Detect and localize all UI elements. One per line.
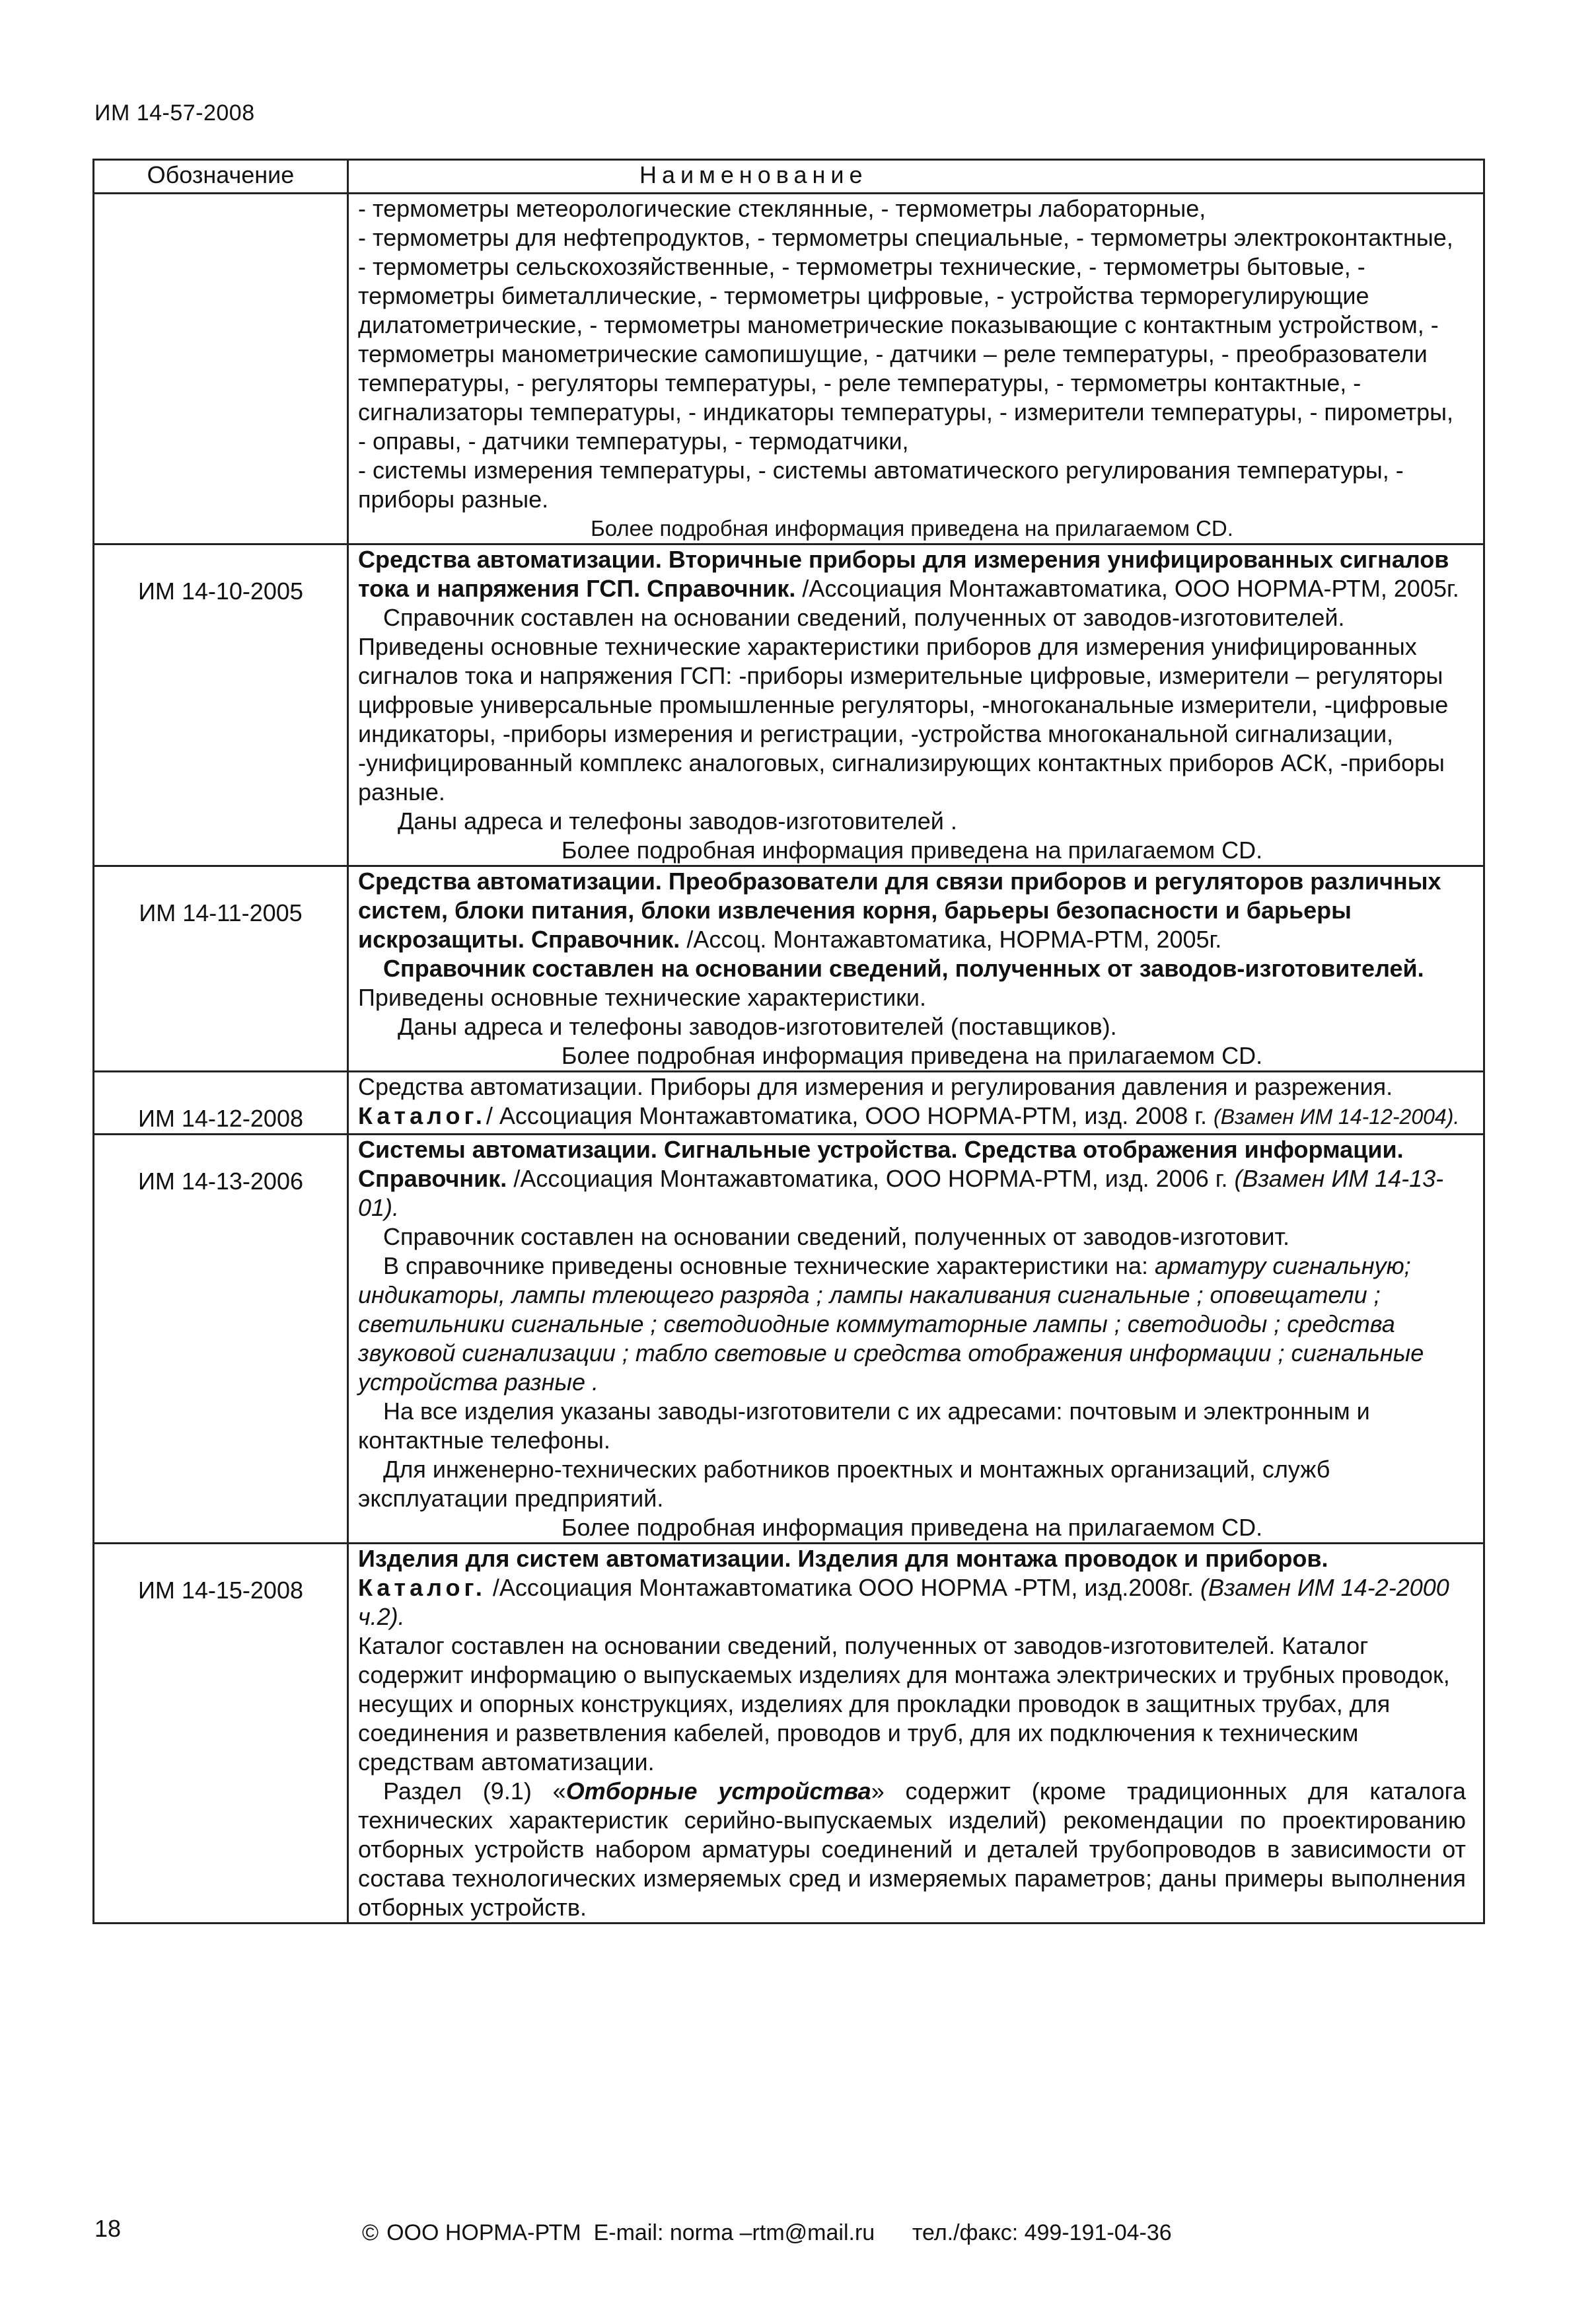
description-line: - термометры метеорологические стеклянные, - термометры лабораторные, xyxy=(358,195,1206,222)
entry-body: Каталог составлен на основании сведений, полученных от заводов-изготовителей. Каталог содержит информацию о выпускаемых изделиях для монтажа электрических и трубных проводок, несущих и опорных конструкциях, изделиях для прокладки проводок в защитных трубах, для соединения и разветвления кабелей, проводов и труб, для их подключения к техническим средствам автоматизации. xyxy=(358,1632,1450,1776)
column-header-designation: Обозначение xyxy=(94,160,348,194)
row-description xyxy=(348,866,1484,1072)
table-row xyxy=(94,194,1484,544)
entry-type-catalog: Каталог. xyxy=(358,1574,486,1601)
entry-publisher: /Ассоциация Монтажавтоматика, ООО НОРМА-РТМ, 2005г. xyxy=(795,575,1459,602)
entry-body: Справочник составлен на основании сведений, полученных от заводов-изготовителей. Приведены основные технические характеристики приборов для измерения унифицированных сигналов тока и напряжения ГСП: -приборы измерительные цифровые, измерители – регуляторы цифровые универсальные промышленные регуляторы, -многоканальные измерители, -цифровые индикаторы, -приборы измерения и регистрации, -устройства многоканальной сигнализации, -унифицированный комплекс аналоговых, сигнализирующих контактных приборов АСК, -приборы разные. xyxy=(358,604,1449,805)
entry-replaces: (Взамен ИМ 14-2-2000 ч.2). xyxy=(358,1574,1449,1630)
table-row xyxy=(94,1135,1484,1544)
entry-body: Приведены основные технические характеристики. xyxy=(358,984,927,1011)
entry-body: Справочник составлен на основании сведений, полученных от заводов-изготовит. xyxy=(383,1223,1289,1250)
entry-publisher: /Ассоциация Монтажавтоматика, ООО НОРМА-РТМ, изд. 2006 г. xyxy=(507,1165,1235,1192)
entry-publisher: /Ассоц. Монтажавтоматика, НОРМА-РТМ, 2005г. xyxy=(680,926,1222,953)
more-info-note: Более подробная информация приведена на прилагаемом CD. xyxy=(561,1514,1263,1541)
entry-replaces: (Взамен ИМ 14-12-2004). xyxy=(1214,1105,1460,1129)
entry-replaces: (Взамен ИМ 14-13-01). xyxy=(358,1165,1444,1221)
table-row xyxy=(94,1072,1484,1135)
row-code: ИМ 14-12-2008 xyxy=(94,1072,348,1135)
entry-type-catalog: Каталог. xyxy=(358,1102,486,1129)
page-number: 18 xyxy=(94,2215,122,2242)
entry-addresses: Даны адреса и телефоны заводов-изготовителей . xyxy=(398,807,957,835)
entry-list-intro: В справочнике приведены основные технические характеристики на: xyxy=(383,1252,1155,1279)
catalog-table xyxy=(92,159,1485,1924)
entry-title: Средства автоматизации. Преобразователи для связи приборов и регуляторов различных систем, блоки питания, блоки извлечения корня, барьеры безопасности и барьеры искрозащиты. Справочник. xyxy=(358,868,1441,953)
entry-title: Системы автоматизации. Сигнальные устройства. Средства отображения информации. Справочник. xyxy=(358,1136,1404,1192)
description-line: - термометры для нефтепродуктов, - термометры специальные, - термометры электроконтактные, - термометры сельскохозяйственные, - термометры технические, - термометры бытовые, - термометры биметаллические, - термометры цифровые, - устройства терморегулирующие дилатометрические, - термометры манометрические показывающие с контактным устройством, - термометры манометрические самопишущие, - датчики – реле температуры, - преобразователи температуры, - регуляторы температуры, - реле температуры, - термометры контактные, - сигнализаторы температуры, - индикаторы температуры, - измерители температуры, - пирометры, - оправы, - датчики температуры, - термодатчики, xyxy=(358,224,1454,455)
row-code: ИМ 14-15-2008 xyxy=(94,1544,348,1924)
row-description xyxy=(348,544,1484,866)
row-description xyxy=(348,1544,1484,1924)
document-code: ИМ 14-57-2008 xyxy=(94,100,255,126)
table-header-row xyxy=(94,160,1484,194)
entry-publisher: /Ассоциация Монтажавтоматика ООО НОРМА -РТМ, изд.2008г. xyxy=(486,1574,1201,1601)
row-code: ИМ 14-10-2005 xyxy=(94,544,348,866)
column-header-name: Наименование xyxy=(348,160,1484,194)
more-info-note: Более подробная информация приведена на прилагаемом CD. xyxy=(561,837,1263,864)
copyright-icon: © xyxy=(362,2220,379,2245)
entry-section-body: » содержит (кроме традиционных для каталога технических характеристик серийно-выпускаемых изделий) рекомендации по проектированию отборных устройств набором арматуры соединений и деталей трубопроводов в зависимости от состава технологических измеряемых сред и измеряемых параметров; даны примеры выполнения отборных устройств. xyxy=(358,1777,1467,1921)
entry-addresses: На все изделия указаны заводы-изготовители с их адресами: почтовым и электронным и контактные телефоны. xyxy=(358,1398,1370,1454)
row-description xyxy=(348,194,1484,544)
entry-title: Средства автоматизации. Приборы для измерения и регулирования давления и разрежения. xyxy=(358,1073,1393,1100)
footer-contacts: ООО НОРМА-РТМ E-mail: norma –rtm@mail.ru тел./факс: 499-191-04-36 xyxy=(386,2220,1172,2245)
entry-section-intro: Раздел (9.1) « xyxy=(383,1777,566,1805)
entry-title: Изделия для систем автоматизации. Изделия для монтажа проводок и приборов. xyxy=(358,1545,1328,1572)
table-row xyxy=(94,1544,1484,1924)
description-line: - системы измерения температуры, - системы автоматического регулирования температуры, - приборы разные. xyxy=(358,457,1404,513)
entry-body-bold: Справочник составлен на основании сведений, полученных от заводов-изготовителей. xyxy=(383,955,1424,982)
footer-copyright xyxy=(362,2220,1172,2246)
table-row xyxy=(94,866,1484,1072)
entry-addresses: Даны адреса и телефоны заводов-изготовителей (поставщиков). xyxy=(398,1013,1117,1040)
row-code: ИМ 14-11-2005 xyxy=(94,866,348,1072)
more-info-note: Более подробная информация приведена на прилагаемом CD. xyxy=(561,1042,1263,1069)
row-code xyxy=(94,194,348,544)
row-code: ИМ 14-13-2006 xyxy=(94,1135,348,1544)
entry-list-items: арматуру сигнальную; индикаторы, лампы тлеющего разряда ; лампы накаливания сигнальные ; оповещатели ; светильники сигнальные ; светодиодные коммутаторные лампы ; светодиоды ; средства звуковой сигнализации ; табло световые и средства отображения информации ; сигнальные устройства разные . xyxy=(358,1252,1424,1396)
entry-section-title: Отборные устройства xyxy=(565,1777,871,1805)
row-description xyxy=(348,1072,1484,1135)
row-description xyxy=(348,1135,1484,1544)
more-info-note: Более подробная информация приведена на прилагаемом CD. xyxy=(591,516,1233,541)
entry-title: Средства автоматизации. Вторичные приборы для измерения унифицированных сигналов тока и напряжения ГСП. Справочник. xyxy=(358,546,1449,602)
entry-audience: Для инженерно-технических работников проектных и монтажных организаций, служб эксплуатации предприятий. xyxy=(358,1456,1330,1512)
entry-publisher: / Ассоциация Монтажавтоматика, ООО НОРМА-РТМ, изд. 2008 г. xyxy=(486,1102,1214,1129)
table-row xyxy=(94,544,1484,866)
